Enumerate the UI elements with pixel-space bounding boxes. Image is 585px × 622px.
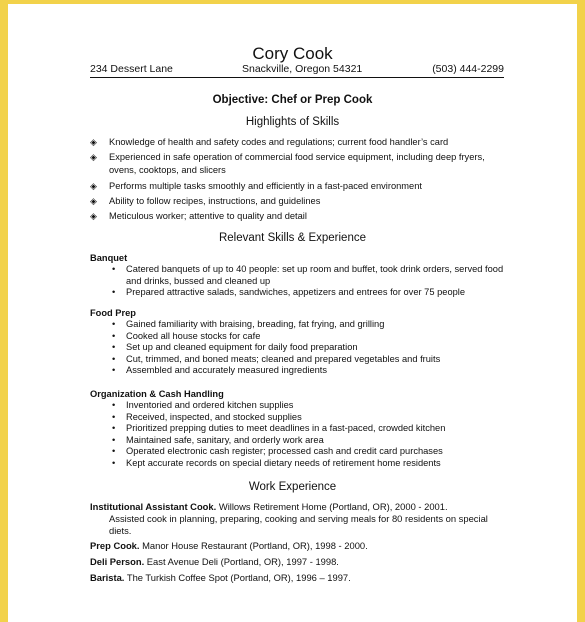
job-detail: The Turkish Coffee Spot (Portland, OR), 1996 – 1997. — [124, 571, 351, 583]
bullet-icon: • — [112, 353, 116, 364]
resume-page — [8, 4, 577, 622]
bullet-icon: • — [112, 446, 116, 456]
list-item: • Assembled and accurately measured ingredients — [112, 365, 328, 375]
job-detail: Manor House Restaurant (Portland, OR), 1998 - 2000. — [139, 540, 368, 552]
list-item: ◈ Knowledge of health and safety codes and regulations; current food handler’s card — [90, 137, 449, 147]
skills-heading: Relevant Skills & Experience — [218, 232, 366, 244]
job-role: Institutional Assistant Cook. — [90, 501, 217, 512]
list-item: ◈ Performs multiple tasks smoothly and efficiently in a fast-paced environment — [90, 180, 422, 191]
list-item: • Set up and cleaned equipment for daily food preparation — [112, 342, 358, 352]
diamond-bullet-icon: ◈ — [90, 152, 97, 163]
bullet-icon: • — [112, 342, 116, 352]
skill-group-title: Banquet — [90, 253, 128, 263]
job-entry — [90, 501, 510, 536]
work-list — [90, 501, 510, 588]
bullet-icon: • — [112, 411, 116, 422]
list-item: • Operated electronic cash register; processed cash and credit card purchases — [112, 446, 443, 456]
job-role: Prep Cook. — [90, 540, 140, 552]
list-item: ◈ Meticulous worker; attentive to quality and detail — [90, 211, 307, 222]
resume-name: Cory Cook — [252, 44, 333, 63]
work-heading: Work Experience — [248, 481, 337, 493]
list-item: • Prepared attractive salads, sandwiches, appetizers and entrees for over 75 people — [112, 287, 466, 297]
job-entry — [90, 540, 510, 552]
contact-city: Snackville, Oregon 54321 — [242, 63, 363, 75]
list-item: • Maintained safe, sanitary, and orderly work area — [112, 434, 324, 445]
skill-group-banquet — [90, 252, 520, 299]
skill-group-organization — [90, 388, 520, 469]
diamond-bullet-icon: ◈ — [90, 195, 97, 206]
bullet-icon: • — [112, 434, 116, 445]
job-description: Assisted cook in planning, preparing, cooking and serving meals for 80 residents on special diets. — [109, 512, 488, 536]
bullet-icon: • — [112, 287, 116, 297]
bullet-icon: • — [112, 365, 116, 375]
bullet-icon: • — [112, 457, 116, 468]
job-detail: East Avenue Deli (Portland, OR), 1997 - 1998. — [144, 556, 339, 568]
bullet-icon: • — [112, 264, 116, 274]
bullet-icon: • — [112, 423, 116, 433]
list-item: • Catered banquets of up to 40 people: set up room and buffet, took drink orders, served food and drinks, bussed and cleaned up — [112, 264, 504, 286]
contact-line — [90, 63, 504, 78]
list-item: ◈ Ability to follow recipes, instructions, and guidelines — [90, 195, 321, 206]
diamond-bullet-icon: ◈ — [90, 211, 97, 222]
list-item: • Kept accurate records on special dietary needs of retirement home residents — [112, 457, 441, 468]
job-detail: Willows Retirement Home (Portland, OR), 2000 - 2001. — [216, 501, 448, 512]
list-item: • Inventoried and ordered kitchen supplies — [112, 400, 294, 410]
list-item: • Prioritized prepping duties to meet deadlines in a fast-paced, crowded kitchen — [112, 423, 446, 433]
objective: Objective: Chef or Prep Cook — [212, 94, 373, 106]
highlights-list — [90, 136, 510, 226]
contact-phone: (503) 444-2299 — [432, 63, 504, 75]
skill-group-title: Organization & Cash Handling — [90, 389, 224, 399]
list-item: • Gained familiarity with braising, breading, fat frying, and grilling — [112, 319, 385, 329]
job-entry — [90, 572, 510, 584]
job-role: Barista. — [90, 571, 125, 583]
contact-address: 234 Dessert Lane — [90, 63, 173, 75]
job-role: Deli Person. — [90, 556, 145, 568]
bullet-icon: • — [112, 330, 116, 341]
list-item: • Cooked all house stocks for cafe — [112, 330, 261, 341]
list-item: • Cut, trimmed, and boned meats; cleaned and prepared vegetables and fruits — [112, 353, 441, 364]
highlights-heading: Highlights of Skills — [245, 116, 340, 128]
skill-group-food-prep — [90, 307, 520, 377]
diamond-bullet-icon: ◈ — [90, 137, 97, 147]
bullet-icon: • — [112, 400, 116, 410]
diamond-bullet-icon: ◈ — [90, 180, 97, 191]
bullet-icon: • — [112, 319, 116, 329]
job-entry — [90, 556, 510, 568]
skill-group-title: Food Prep — [90, 308, 136, 318]
list-item: • Received, inspected, and stocked supplies — [112, 411, 302, 422]
list-item: ◈ Experienced in safe operation of commercial food service equipment, including deep fryers, ovens, cooktops, and slicers — [90, 152, 485, 176]
